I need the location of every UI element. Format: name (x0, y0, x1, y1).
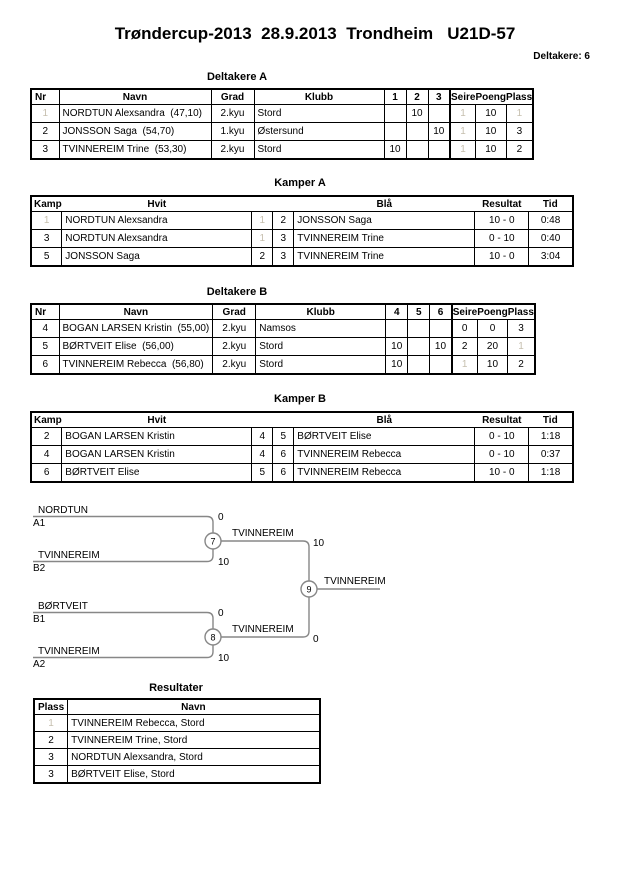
table-row (34, 749, 320, 766)
cell: 10 (384, 141, 406, 160)
cell: 0 - 10 (475, 428, 529, 446)
cell: 10 (477, 356, 508, 375)
cell: 10 (430, 338, 452, 356)
cell: 1 (508, 338, 535, 356)
bracket-entry-score: 0 (218, 608, 224, 619)
cell: 0:48 (529, 212, 573, 230)
cell: 2 (252, 248, 273, 267)
cell: TVINNEREIM Trine (294, 248, 475, 267)
cell: BOGAN LARSEN Kristin (55,00) (59, 320, 213, 338)
section-heading-kamper-b: Kamper B (274, 393, 326, 405)
bracket-champion-name: TVINNEREIM (324, 576, 386, 587)
cell: TVINNEREIM Rebecca (56,80) (59, 356, 213, 375)
header-cell: Poeng (477, 304, 508, 320)
section-heading-kamper-a: Kamper A (274, 177, 326, 189)
header-cell: Navn (59, 304, 213, 320)
table-header-row (34, 699, 320, 715)
header-cell: Blå (294, 196, 475, 212)
bracket-winner-name: TVINNEREIM (232, 528, 294, 539)
bracket-entry-score: 10 (218, 653, 230, 664)
header-cell: Navn (59, 89, 211, 105)
cell: Stord (256, 356, 386, 375)
cell: TVINNEREIM Rebecca (294, 446, 475, 464)
cell: 3 (34, 749, 68, 766)
header-cell: Hvit (62, 196, 252, 212)
match-number: 7 (210, 536, 216, 547)
cell: 2 (506, 141, 533, 160)
cell: 10 (406, 105, 428, 123)
header-cell: Seire (452, 304, 477, 320)
cell: 0:40 (529, 230, 573, 248)
cell: JONSSON Saga (62, 248, 252, 267)
header-cell: Resultat (475, 196, 529, 212)
bracket-winner-score: 0 (313, 634, 319, 645)
cell: 2 (31, 428, 62, 446)
cell: Stord (254, 105, 384, 123)
match-number: 8 (210, 632, 216, 643)
cell: 5 (252, 464, 273, 483)
cell: BØRTVEIT Elise (294, 428, 475, 446)
cell: 3 (34, 766, 68, 784)
cell: 1 (252, 212, 273, 230)
bracket-entry-name: TVINNEREIM (38, 646, 100, 657)
cell: 3 (508, 320, 535, 338)
participants-count: Deltakere: 6 (533, 51, 590, 62)
cell: JONSSON Saga (294, 212, 475, 230)
cell: 1 (450, 123, 475, 141)
cell: 2 (452, 338, 477, 356)
cell: 6 (273, 446, 294, 464)
header-cell: Kamp (31, 196, 62, 212)
cell: TVINNEREIM Trine (53,30) (59, 141, 211, 160)
bracket-line-entry-3 (33, 613, 213, 630)
cell: 10 (386, 356, 408, 375)
cell: 2.kyu (213, 356, 256, 375)
cell: 10 - 0 (475, 248, 529, 267)
cell: NORDTUN Alexsandra, Stord (68, 749, 320, 766)
cell: 6 (31, 464, 62, 483)
section-heading-deltakere-a: Deltakere A (206, 71, 268, 83)
cell: TVINNEREIM Rebecca (294, 464, 475, 483)
header-cell: Nr (31, 304, 59, 320)
bracket-entry-name: BØRTVEIT (38, 601, 88, 612)
cell: 1 (450, 105, 475, 123)
cell: 6 (273, 464, 294, 483)
table-row (34, 766, 320, 784)
cell: TVINNEREIM Trine, Stord (68, 732, 320, 749)
cell: 2 (31, 123, 59, 141)
cell: TVINNEREIM Trine (294, 230, 475, 248)
cell: 10 (475, 123, 506, 141)
cell: 3 (31, 230, 62, 248)
header-cell: 6 (430, 304, 452, 320)
header-cell: Tid (529, 412, 573, 428)
cell: JONSSON Saga (54,70) (59, 123, 211, 141)
header-cell: Klubb (254, 89, 384, 105)
cell: 2.kyu (213, 338, 256, 356)
cell: 2 (508, 356, 535, 375)
cell: 10 - 0 (475, 464, 529, 483)
cell: 5 (31, 248, 62, 267)
cell: 10 - 0 (475, 212, 529, 230)
cell: 3:04 (529, 248, 573, 267)
table-row (34, 715, 320, 732)
cell: 10 (475, 141, 506, 160)
section-heading-resultater: Resultater (149, 682, 203, 694)
header-cell: Resultat (475, 412, 529, 428)
header-cell: Tid (529, 196, 573, 212)
header-cell: 3 (428, 89, 450, 105)
bracket-entry-seed: A1 (33, 518, 46, 529)
cell: 0 (477, 320, 508, 338)
header-cell: Navn (68, 699, 320, 715)
bracket-winner-score: 10 (313, 538, 325, 549)
cell: 1:18 (529, 464, 573, 483)
page-title: Trøndercup-2013 28.9.2013 Trondheim U21D-57 (114, 24, 516, 43)
cell: 4 (31, 446, 62, 464)
header-cell: Hvit (62, 412, 252, 428)
cell: 10 (428, 123, 450, 141)
header-cell: 2 (406, 89, 428, 105)
bracket-entry-seed: B2 (33, 563, 46, 574)
cell: 20 (477, 338, 508, 356)
cell: 1 (452, 356, 477, 375)
cell: 1 (450, 141, 475, 160)
resultater-table (33, 698, 321, 784)
cell: Namsos (256, 320, 386, 338)
header-cell: Kamp (31, 412, 62, 428)
cell: 10 (475, 105, 506, 123)
cell: 1 (506, 105, 533, 123)
bracket-entry-seed: B1 (33, 614, 46, 625)
header-cell: 1 (384, 89, 406, 105)
cell: BØRTVEIT Elise (56,00) (59, 338, 213, 356)
cell: NORDTUN Alexsandra (62, 230, 252, 248)
cell: BØRTVEIT Elise (62, 464, 252, 483)
cell: 4 (31, 320, 59, 338)
cell: 1 (34, 715, 68, 732)
bracket-entry-name: NORDTUN (38, 505, 88, 516)
cell: 3 (506, 123, 533, 141)
cell: Stord (254, 141, 384, 160)
header-cell: 5 (408, 304, 430, 320)
cell: 6 (31, 356, 59, 375)
cell: 1 (31, 212, 62, 230)
cell: 2.kyu (211, 105, 254, 123)
cell: 3 (273, 248, 294, 267)
cell: 10 (386, 338, 408, 356)
cell: NORDTUN Alexsandra (62, 212, 252, 230)
header-cell: Plass (34, 699, 68, 715)
bracket-entry-score: 0 (218, 512, 224, 523)
cell: 5 (31, 338, 59, 356)
cell: 0 (452, 320, 477, 338)
header-cell: Grad (211, 89, 254, 105)
cell: BOGAN LARSEN Kristin (62, 428, 252, 446)
cell: BØRTVEIT Elise, Stord (68, 766, 320, 784)
cell: 3 (31, 141, 59, 160)
table-row (34, 732, 320, 749)
header-cell: Plass (506, 89, 533, 105)
cell: 0 - 10 (475, 230, 529, 248)
cell: 3 (273, 230, 294, 248)
bracket-line-entry-1 (33, 517, 213, 534)
cell: 1 (252, 230, 273, 248)
cell: 1.kyu (211, 123, 254, 141)
cell: 2.kyu (213, 320, 256, 338)
match-number: 9 (306, 584, 312, 595)
header-cell: Plass (508, 304, 535, 320)
header-cell: 4 (386, 304, 408, 320)
header-cell: Grad (213, 304, 256, 320)
cell: 1:18 (529, 428, 573, 446)
bracket-entry-seed: A2 (33, 659, 46, 670)
cell: 2 (273, 212, 294, 230)
cell: NORDTUN Alexsandra (47,10) (59, 105, 211, 123)
bracket-entry-score: 10 (218, 557, 230, 568)
bracket-winner-name: TVINNEREIM (232, 624, 294, 635)
header-cell: Seire (450, 89, 475, 105)
cell: 5 (273, 428, 294, 446)
cell: 2.kyu (211, 141, 254, 160)
cell: BOGAN LARSEN Kristin (62, 446, 252, 464)
bracket-entry-name: TVINNEREIM (38, 550, 100, 561)
header-cell: Klubb (256, 304, 386, 320)
header-cell: Nr (31, 89, 59, 105)
cell: 0:37 (529, 446, 573, 464)
bracket-line-semifinal-1 (221, 541, 309, 581)
cell: 1 (31, 105, 59, 123)
cell: TVINNEREIM Rebecca, Stord (68, 715, 320, 732)
section-heading-deltakere-b: Deltakere B (206, 286, 268, 298)
header-cell: Blå (294, 412, 475, 428)
cell: 0 - 10 (475, 446, 529, 464)
cell: Stord (256, 338, 386, 356)
cell: 4 (252, 428, 273, 446)
header-cell: Poeng (475, 89, 506, 105)
cell: 2 (34, 732, 68, 749)
cell: 4 (252, 446, 273, 464)
cell: Østersund (254, 123, 384, 141)
